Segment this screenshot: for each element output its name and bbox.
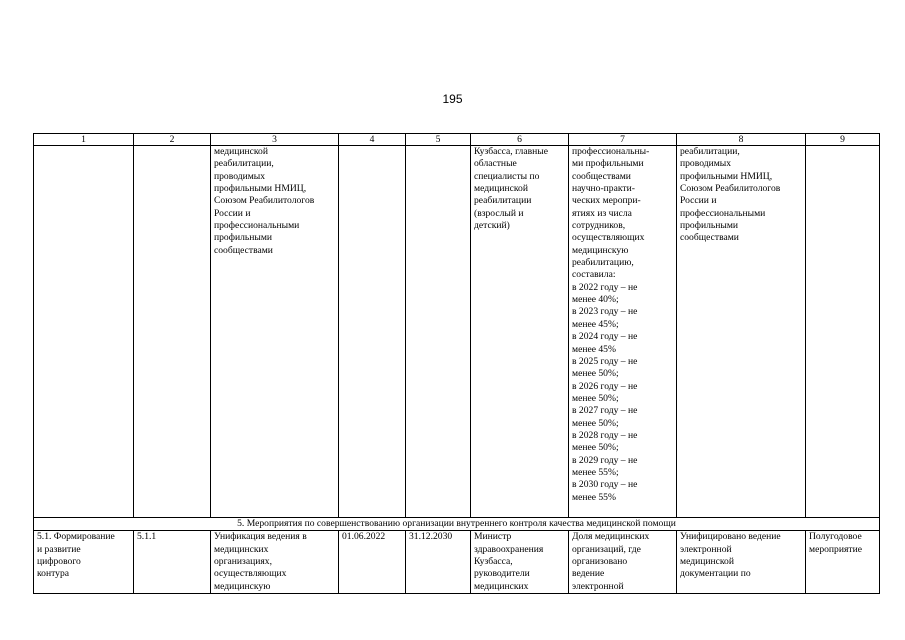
page-number: 195	[442, 92, 463, 106]
header-col-4: 4	[339, 134, 406, 146]
cell-section	[34, 146, 134, 518]
cell-note	[806, 146, 880, 518]
cell-end-date	[406, 146, 471, 518]
cell-number: 5.1.1	[134, 531, 211, 594]
header-col-5: 5	[406, 134, 471, 146]
cell-section: 5.1. Формирование и развитие цифрового контура	[34, 531, 134, 594]
cell-responsible: Кузбасса, главные областные специалисты по медицинской реабилитации (взрослый и детский)	[471, 146, 569, 518]
header-col-9: 9	[806, 134, 880, 146]
measures-table	[33, 133, 880, 594]
cell-end-date: 31.12.2030	[406, 531, 471, 594]
section-title: 5. Мероприятия по совершенствованию организации внутреннего контроля качества медицинской помощи	[34, 518, 880, 531]
header-col-6: 6	[471, 134, 569, 146]
cell-number	[134, 146, 211, 518]
cell-start-date	[339, 146, 406, 518]
cell-result: Унифицировано ведение электронной медицинской документации по	[677, 531, 806, 594]
cell-responsible: Министр здравоохранения Кузбасса, руководители медицинских	[471, 531, 569, 594]
header-col-7: 7	[569, 134, 677, 146]
cell-result: реабилитации, проводимых профильными НМИЦ, Союзом Реабилитологов России и профессиональными профильными сообществами	[677, 146, 806, 518]
cell-note: Полугодовое мероприятие	[806, 531, 880, 594]
cell-measure: медицинской реабилитации, проводимых профильными НМИЦ, Союзом Реабилитологов России и профессиональными профильными сообществами	[211, 146, 339, 518]
header-row	[34, 134, 880, 146]
header-col-8: 8	[677, 134, 806, 146]
header-col-1: 1	[34, 134, 134, 146]
table-row	[34, 531, 880, 594]
header-col-3: 3	[211, 134, 339, 146]
table-row-continued	[34, 146, 880, 518]
header-col-2: 2	[134, 134, 211, 146]
section-row	[34, 518, 880, 531]
cell-indicator: Доля медицинских организаций, где организовано ведение электронной	[569, 531, 677, 594]
cell-measure: Унификация ведения в медицинских организациях, осуществляющих медицинскую	[211, 531, 339, 594]
cell-indicator: профессиональны- ми профильными сообществами научно-практи- ческих меропри- ятиях из числа сотрудников, осуществляющих медицинскую реабилитацию, составила: в 2022 году – не менее 40%; в 2023 году – не менее 45%; в 2024 году – не менее 45% в 2025 году – не менее 50%; в 2026 году – не менее 50%; в 2027 году – не менее 50%; в 2028 году – не менее 50%; в 2029 году – не менее 55%; в 2030 году – не менее 55%	[569, 146, 677, 518]
cell-start-date: 01.06.2022	[339, 531, 406, 594]
